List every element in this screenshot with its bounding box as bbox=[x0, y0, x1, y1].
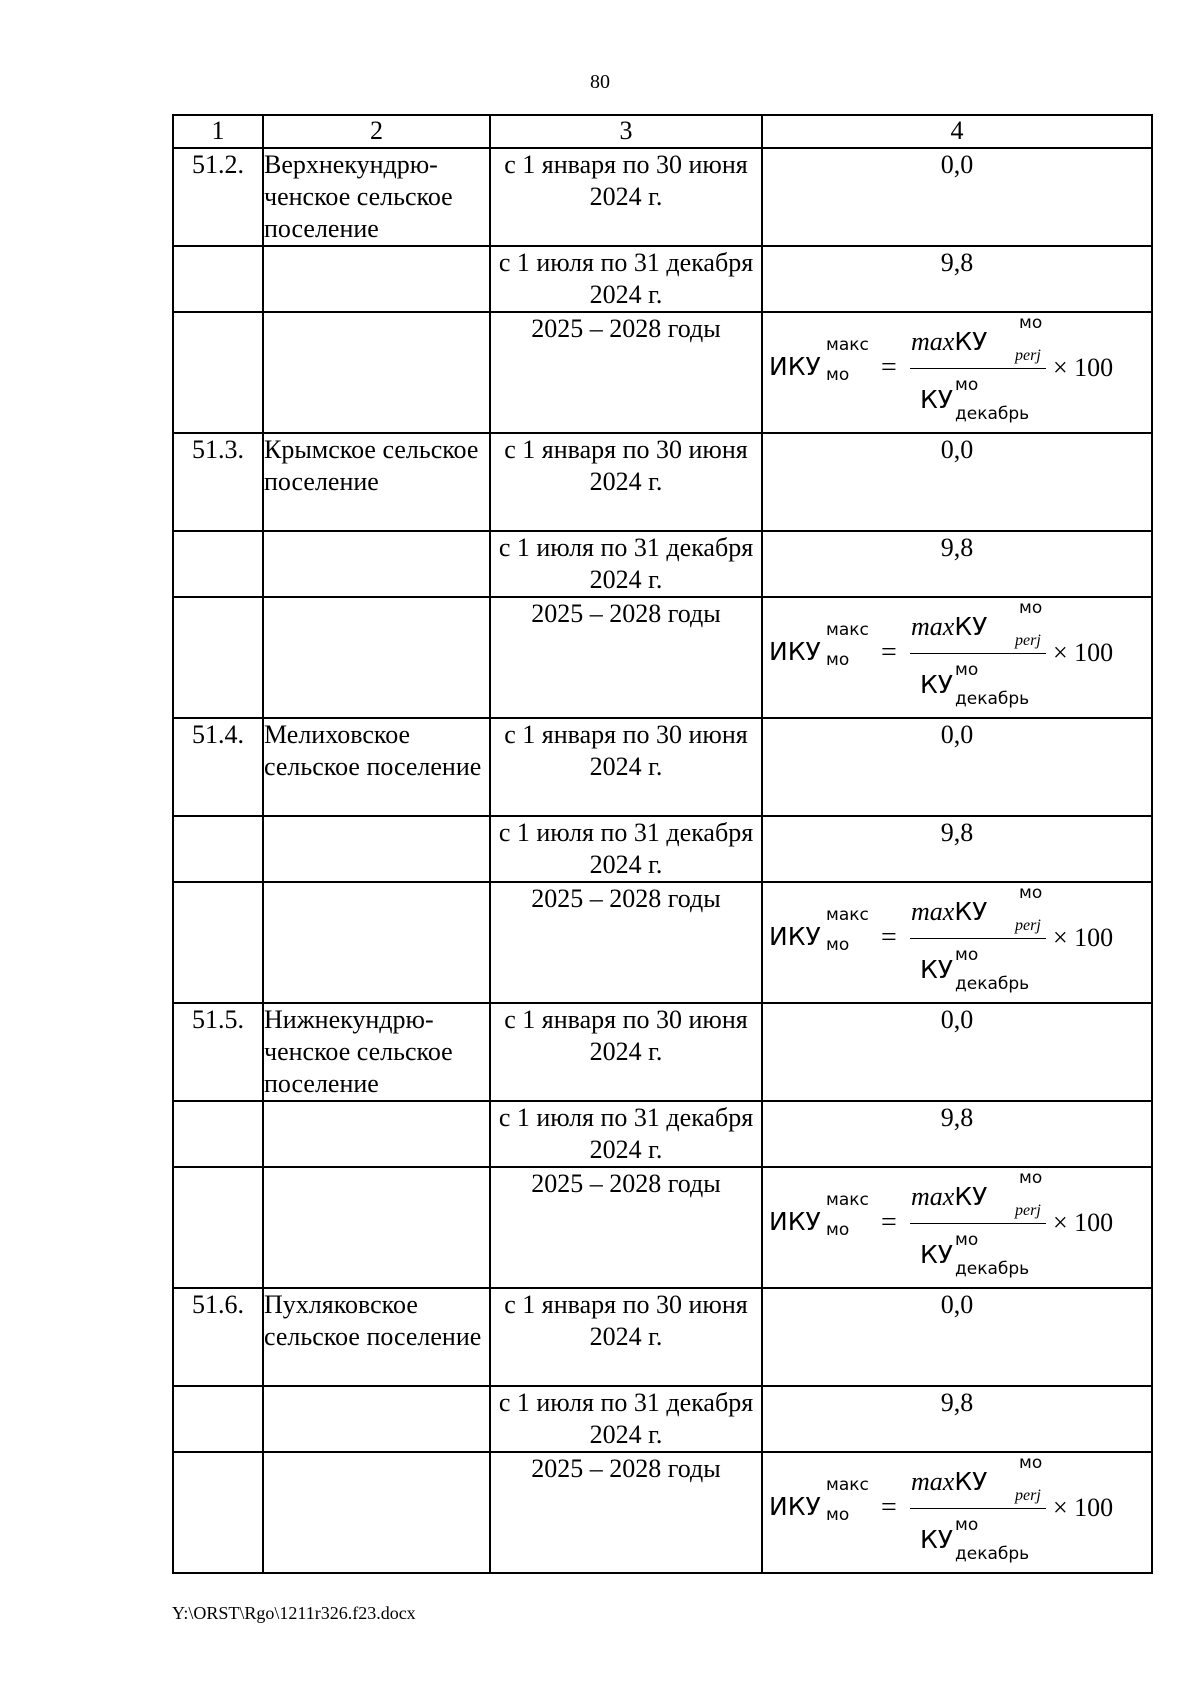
period-cell: с 1 января по 30 июня 2024 г. bbox=[490, 718, 762, 816]
table-row bbox=[173, 816, 1152, 882]
formula-num-sub: perj bbox=[1015, 1202, 1041, 1219]
settlement-name: Мелиховское сельское поселение bbox=[263, 718, 490, 816]
formula-num-sup: мо bbox=[1019, 1168, 1043, 1188]
formula-numerator bbox=[911, 897, 987, 927]
period-cell: с 1 января по 30 июня 2024 г. bbox=[490, 433, 762, 531]
formula-lhs: ИКУ bbox=[769, 922, 821, 951]
formula-num-max: max bbox=[911, 327, 955, 356]
formula-equals: = bbox=[881, 637, 897, 668]
formula bbox=[763, 1168, 1151, 1287]
table-body bbox=[173, 115, 1152, 1573]
table-row bbox=[173, 1101, 1152, 1167]
index-value: 0,0 bbox=[762, 433, 1152, 531]
formula-cell bbox=[762, 312, 1152, 433]
formula-multiplier: × 100 bbox=[1053, 923, 1114, 952]
period-cell: с 1 января по 30 июня 2024 г. bbox=[490, 1003, 762, 1101]
index-value: 0,0 bbox=[762, 148, 1152, 246]
settlement-name-empty bbox=[263, 246, 490, 312]
formula-equals: = bbox=[881, 922, 897, 953]
settlement-name: Крымское сельское поселение bbox=[263, 433, 490, 531]
period-cell: с 1 июля по 31 декабря 2024 г. bbox=[490, 531, 762, 597]
formula-num-max: max bbox=[911, 1182, 955, 1211]
page-number: 80 bbox=[590, 71, 610, 93]
formula-numerator bbox=[911, 327, 987, 357]
header-col-1: 1 bbox=[173, 115, 263, 148]
formula-equals: = bbox=[881, 1207, 897, 1238]
table-row bbox=[173, 1288, 1152, 1386]
formula bbox=[763, 598, 1151, 717]
table-row bbox=[173, 1452, 1152, 1573]
formula-lhs: ИКУ bbox=[769, 352, 821, 381]
row-number-empty bbox=[173, 531, 263, 597]
formula-den-sub: декабрь bbox=[955, 404, 1030, 424]
settlement-name-empty bbox=[263, 1101, 490, 1167]
period-cell: 2025 – 2028 годы bbox=[490, 597, 762, 718]
formula-lhs: ИКУ bbox=[769, 1207, 821, 1236]
index-value: 9,8 bbox=[762, 816, 1152, 882]
formula-fraction-bar bbox=[910, 368, 1046, 369]
index-value: 9,8 bbox=[762, 1386, 1152, 1452]
formula-lhs: ИКУ bbox=[769, 637, 821, 666]
formula-num-sup: мо bbox=[1019, 313, 1043, 333]
formula-lhs-sup: макс bbox=[826, 620, 869, 640]
row-number-empty bbox=[173, 1101, 263, 1167]
table-row bbox=[173, 1003, 1152, 1101]
index-value: 9,8 bbox=[762, 531, 1152, 597]
formula-fraction-bar bbox=[910, 1223, 1046, 1224]
table-row bbox=[173, 1386, 1152, 1452]
row-number-empty bbox=[173, 312, 263, 433]
formula-cell bbox=[762, 1167, 1152, 1288]
formula-denominator: КУ bbox=[920, 1525, 953, 1554]
formula-num-ku: КУ bbox=[954, 1182, 988, 1211]
settlement-name-empty bbox=[263, 816, 490, 882]
formula-denominator: КУ bbox=[920, 1240, 953, 1269]
tariff-table bbox=[172, 114, 1153, 1574]
formula-cell bbox=[762, 597, 1152, 718]
formula-lhs-sub: мо bbox=[826, 365, 850, 385]
row-number: 51.5. bbox=[173, 1003, 263, 1101]
formula-cell bbox=[762, 882, 1152, 1003]
formula-num-ku: КУ bbox=[954, 1467, 988, 1496]
formula-fraction-bar bbox=[910, 1508, 1046, 1509]
formula-multiplier: × 100 bbox=[1053, 353, 1114, 382]
header-col-4: 4 bbox=[762, 115, 1152, 148]
formula-num-sub: perj bbox=[1015, 1487, 1041, 1504]
formula-lhs-sub: мо bbox=[826, 650, 850, 670]
settlement-name: Нижнекундрю-ченское сельское поселение bbox=[263, 1003, 490, 1101]
row-number-empty bbox=[173, 246, 263, 312]
row-number-empty bbox=[173, 597, 263, 718]
settlement-name: Верхнекундрю-ченское сельское поселение bbox=[263, 148, 490, 246]
formula-multiplier: × 100 bbox=[1053, 1208, 1114, 1237]
formula-num-ku: КУ bbox=[954, 897, 988, 926]
formula-den-sub: декабрь bbox=[955, 974, 1030, 994]
formula-lhs-sup: макс bbox=[826, 905, 869, 925]
formula-den-sup: мо bbox=[955, 375, 979, 395]
header-col-3: 3 bbox=[490, 115, 762, 148]
formula-multiplier: × 100 bbox=[1053, 1493, 1114, 1522]
formula-denominator: КУ bbox=[920, 955, 953, 984]
formula-den-sub: декабрь bbox=[955, 689, 1030, 709]
formula-num-sup: мо bbox=[1019, 598, 1043, 618]
formula-numerator bbox=[911, 612, 987, 642]
period-cell: с 1 июля по 31 декабря 2024 г. bbox=[490, 816, 762, 882]
formula-num-ku: КУ bbox=[954, 612, 988, 641]
table-row bbox=[173, 246, 1152, 312]
index-value: 9,8 bbox=[762, 1101, 1152, 1167]
formula bbox=[763, 313, 1151, 432]
formula-num-ku: КУ bbox=[954, 327, 988, 356]
table-row bbox=[173, 718, 1152, 816]
formula-lhs-sub: мо bbox=[826, 1505, 850, 1525]
formula-num-max: max bbox=[911, 1467, 955, 1496]
period-cell: с 1 января по 30 июня 2024 г. bbox=[490, 1288, 762, 1386]
row-number-empty bbox=[173, 816, 263, 882]
formula-den-sup: мо bbox=[955, 1230, 979, 1250]
formula-num-sup: мо bbox=[1019, 883, 1043, 903]
formula-equals: = bbox=[881, 352, 897, 383]
row-number: 51.3. bbox=[173, 433, 263, 531]
formula-den-sub: декабрь bbox=[955, 1259, 1030, 1279]
formula-num-sub: perj bbox=[1015, 917, 1041, 934]
formula-fraction-bar bbox=[910, 653, 1046, 654]
settlement-name-empty bbox=[263, 1386, 490, 1452]
settlement-name: Пухляковское сельское поселение bbox=[263, 1288, 490, 1386]
table-row bbox=[173, 433, 1152, 531]
settlement-name-empty bbox=[263, 312, 490, 433]
table-row bbox=[173, 148, 1152, 246]
formula-numerator bbox=[911, 1182, 987, 1212]
formula-lhs-sup: макс bbox=[826, 1475, 869, 1495]
header-col-2: 2 bbox=[263, 115, 490, 148]
formula-num-sub: perj bbox=[1015, 347, 1041, 364]
table-header-row bbox=[173, 115, 1152, 148]
formula-multiplier: × 100 bbox=[1053, 638, 1114, 667]
formula-lhs-sub: мо bbox=[826, 1220, 850, 1240]
settlement-name-empty bbox=[263, 1167, 490, 1288]
row-number-empty bbox=[173, 882, 263, 1003]
formula-fraction-bar bbox=[910, 938, 1046, 939]
formula-lhs-sub: мо bbox=[826, 935, 850, 955]
formula-cell bbox=[762, 1452, 1152, 1573]
settlement-name-empty bbox=[263, 882, 490, 1003]
period-cell: с 1 июля по 31 декабря 2024 г. bbox=[490, 246, 762, 312]
period-cell: с 1 июля по 31 декабря 2024 г. bbox=[490, 1101, 762, 1167]
index-value: 0,0 bbox=[762, 1003, 1152, 1101]
table-row bbox=[173, 531, 1152, 597]
table-row bbox=[173, 882, 1152, 1003]
period-cell: 2025 – 2028 годы bbox=[490, 882, 762, 1003]
period-cell: с 1 июля по 31 декабря 2024 г. bbox=[490, 1386, 762, 1452]
row-number-empty bbox=[173, 1386, 263, 1452]
row-number: 51.6. bbox=[173, 1288, 263, 1386]
formula-lhs-sup: макс bbox=[826, 335, 869, 355]
formula-numerator bbox=[911, 1467, 987, 1497]
index-value: 0,0 bbox=[762, 718, 1152, 816]
file-path-footer: Y:\ORST\Rgo\1211r326.f23.docx bbox=[172, 1603, 416, 1623]
formula-lhs: ИКУ bbox=[769, 1492, 821, 1521]
settlement-name-empty bbox=[263, 1452, 490, 1573]
formula bbox=[763, 1453, 1151, 1572]
formula-den-sup: мо bbox=[955, 945, 979, 965]
formula-num-sup: мо bbox=[1019, 1453, 1043, 1473]
settlement-name-empty bbox=[263, 597, 490, 718]
table-row bbox=[173, 1167, 1152, 1288]
row-number: 51.2. bbox=[173, 148, 263, 246]
formula bbox=[763, 883, 1151, 1002]
period-cell: с 1 января по 30 июня 2024 г. bbox=[490, 148, 762, 246]
formula-num-max: max bbox=[911, 897, 955, 926]
formula-num-max: max bbox=[911, 612, 955, 641]
formula-denominator: КУ bbox=[920, 385, 953, 414]
table-row bbox=[173, 597, 1152, 718]
period-cell: 2025 – 2028 годы bbox=[490, 312, 762, 433]
index-value: 0,0 bbox=[762, 1288, 1152, 1386]
table-row bbox=[173, 312, 1152, 433]
formula-lhs-sup: макс bbox=[826, 1190, 869, 1210]
period-cell: 2025 – 2028 годы bbox=[490, 1452, 762, 1573]
formula-denominator: КУ bbox=[920, 670, 953, 699]
formula-den-sup: мо bbox=[955, 1515, 979, 1535]
formula-den-sup: мо bbox=[955, 660, 979, 680]
row-number: 51.4. bbox=[173, 718, 263, 816]
index-value: 9,8 bbox=[762, 246, 1152, 312]
period-cell: 2025 – 2028 годы bbox=[490, 1167, 762, 1288]
row-number-empty bbox=[173, 1452, 263, 1573]
formula-equals: = bbox=[881, 1492, 897, 1523]
formula-num-sub: perj bbox=[1015, 632, 1041, 649]
settlement-name-empty bbox=[263, 531, 490, 597]
row-number-empty bbox=[173, 1167, 263, 1288]
formula-den-sub: декабрь bbox=[955, 1544, 1030, 1564]
